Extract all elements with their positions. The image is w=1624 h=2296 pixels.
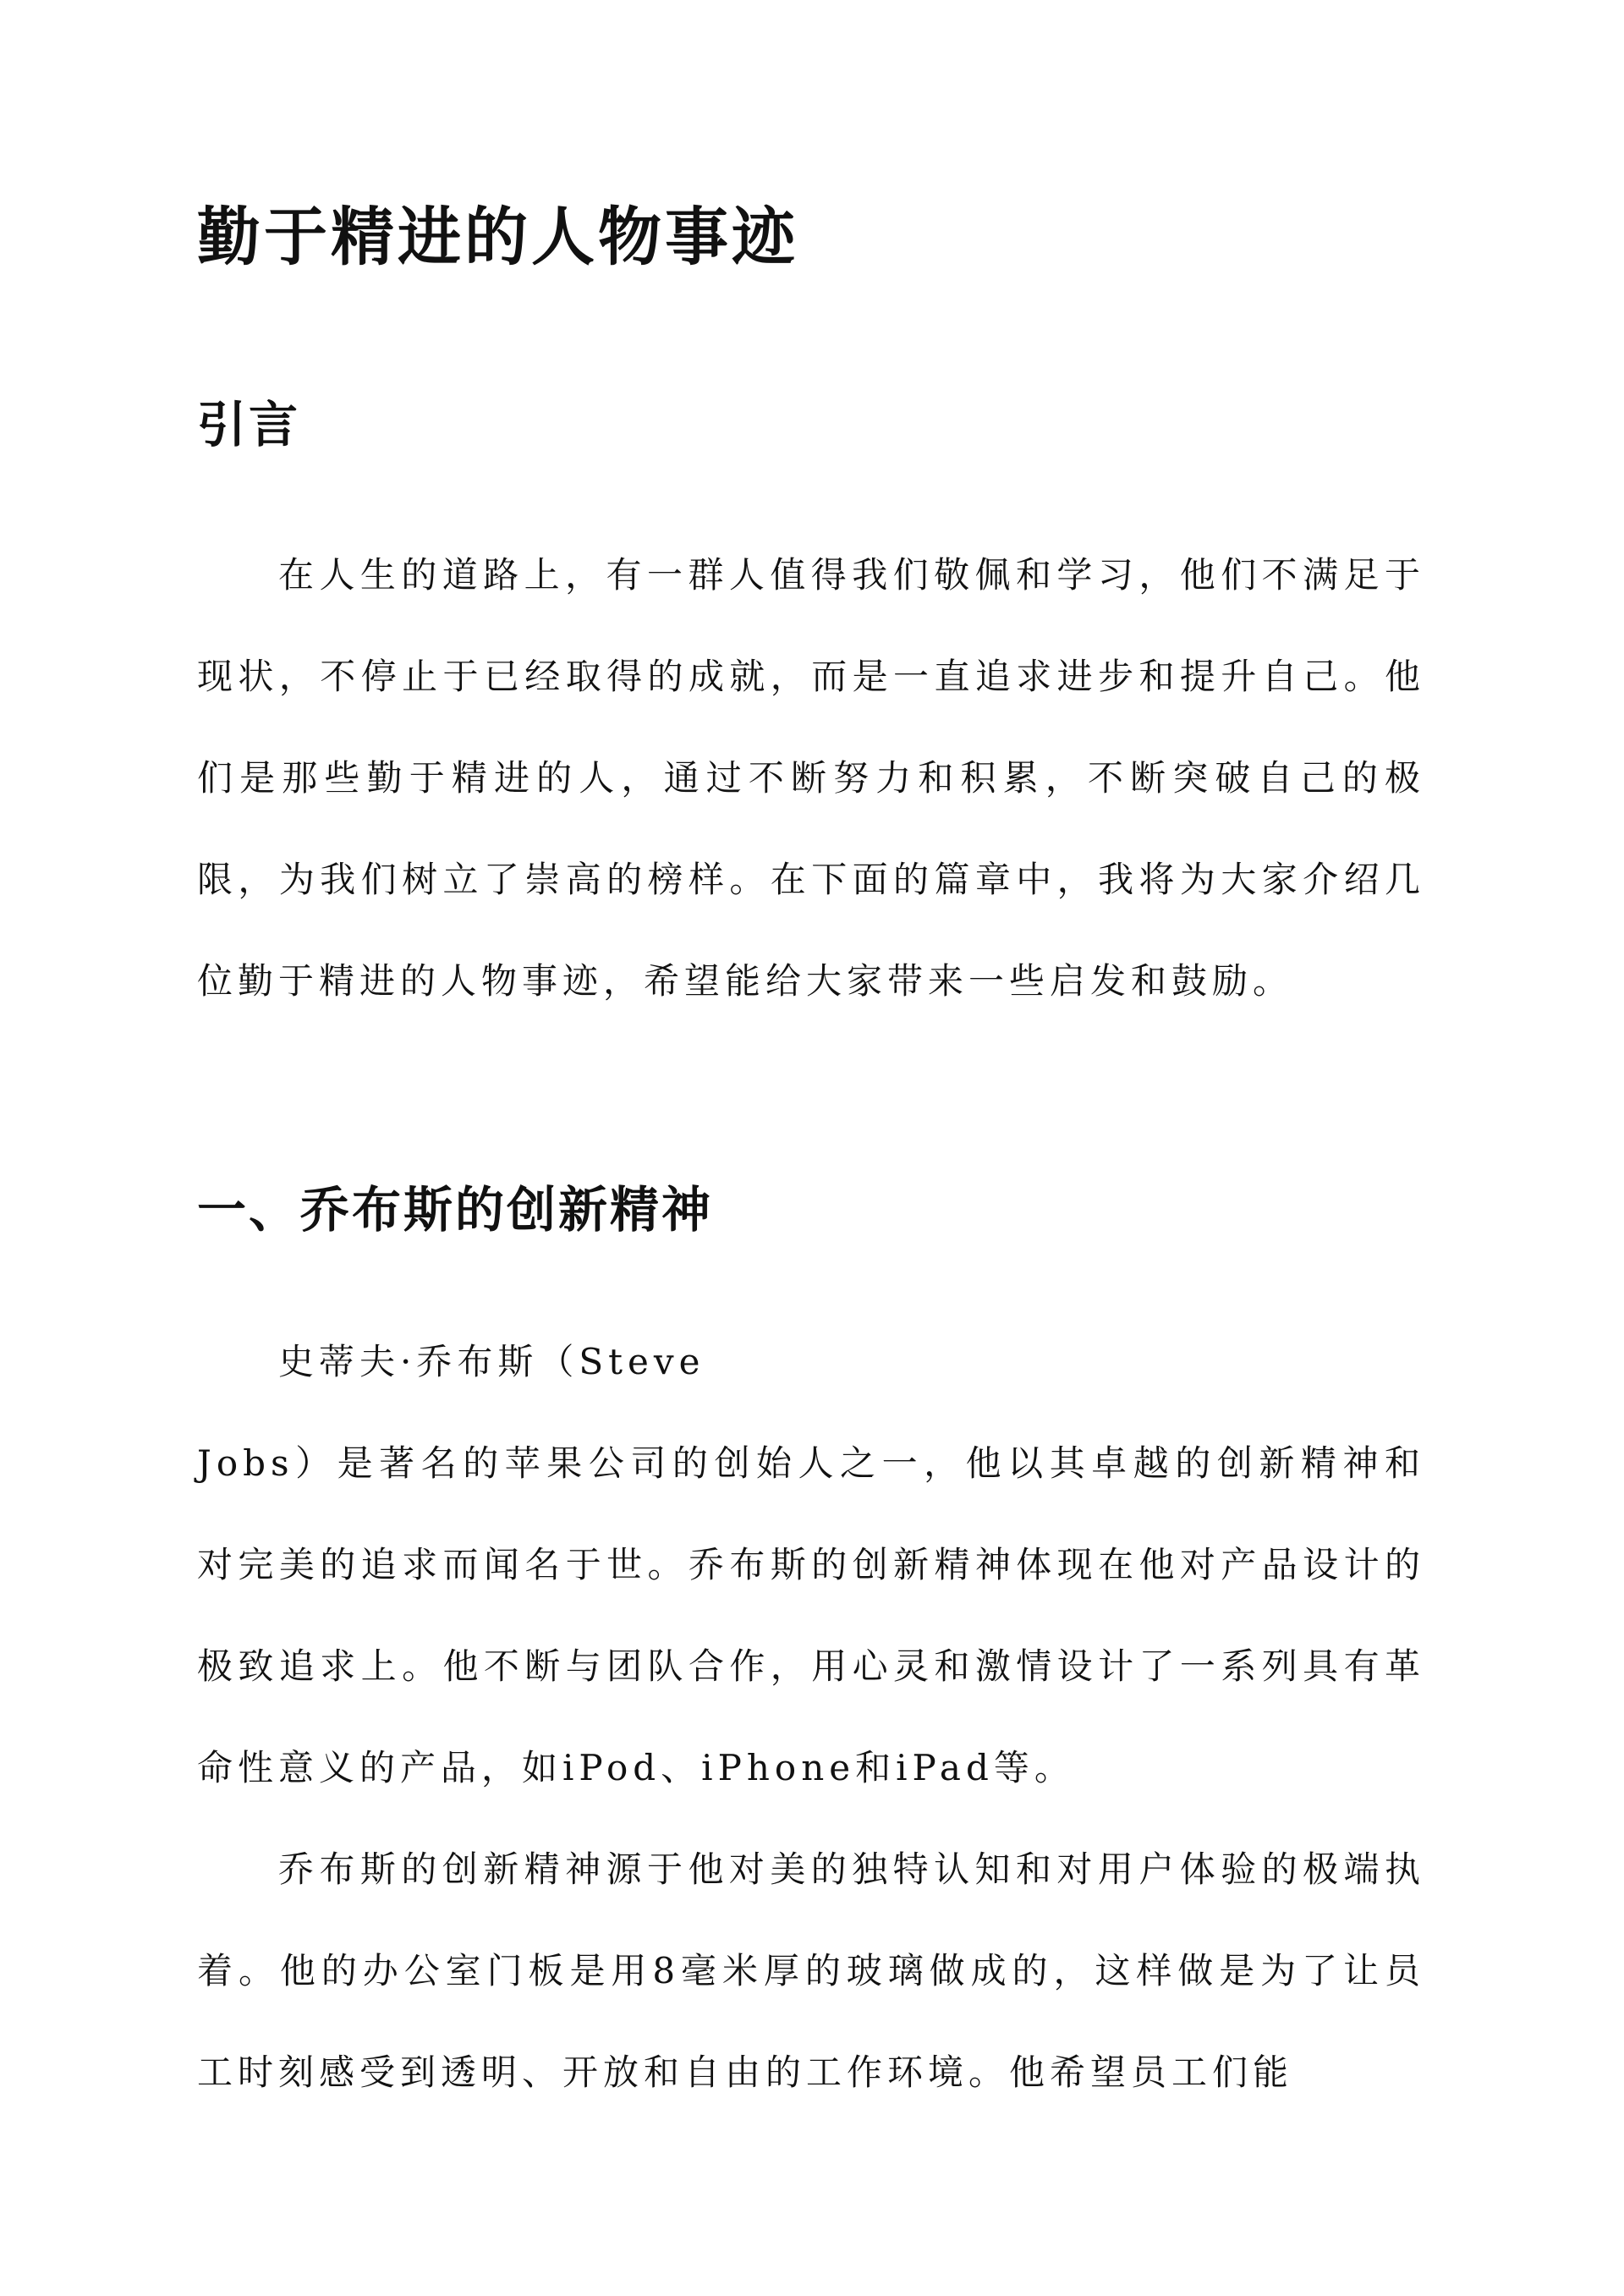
jobs-paragraph-1-first-line: 史蒂夫·乔布斯（Steve [278,1341,705,1382]
section-heading-introduction: 引言 [197,396,301,453]
jobs-paragraph-1-body: Jobs）是著名的苹果公司的创始人之一，他以其卓越的创新精神和对完美的追求而闻名于世。乔布斯的创新精神体现在他对产品设计的极致追求上。他不断与团队合作，用心灵和激情设计了一系列具有革命性意义的产品，如iPod、iPhone和iPad等。 [197,1442,1425,1788]
section-heading-jobs-innovation: 一、乔布斯的创新精神 [197,1181,714,1239]
introduction-paragraph: 在人生的道路上，有一群人值得我们敬佩和学习，他们不满足于现状，不停止于已经取得的成就，而是一直追求进步和提升自己。他们是那些勤于精进的人，通过不断努力和积累，不断突破自己的极限，为我们树立了崇高的榜样。在下面的篇章中，我将为大家介绍几位勤于精进的人物事迹，希望能给大家带来一些启发和鼓励。 [197,554,1425,1002]
jobs-paragraph-2: 乔布斯的创新精神源于他对美的独特认知和对用户体验的极端执着。他的办公室门板是用8毫米厚的玻璃做成的，这样做是为了让员工时刻感受到透明、开放和自由的工作环境。他希望员工们能 [197,1848,1425,2093]
document-title: 勤于精进的人物事迹 [197,200,799,274]
jobs-paragraph-1 [197,1311,1425,1819]
